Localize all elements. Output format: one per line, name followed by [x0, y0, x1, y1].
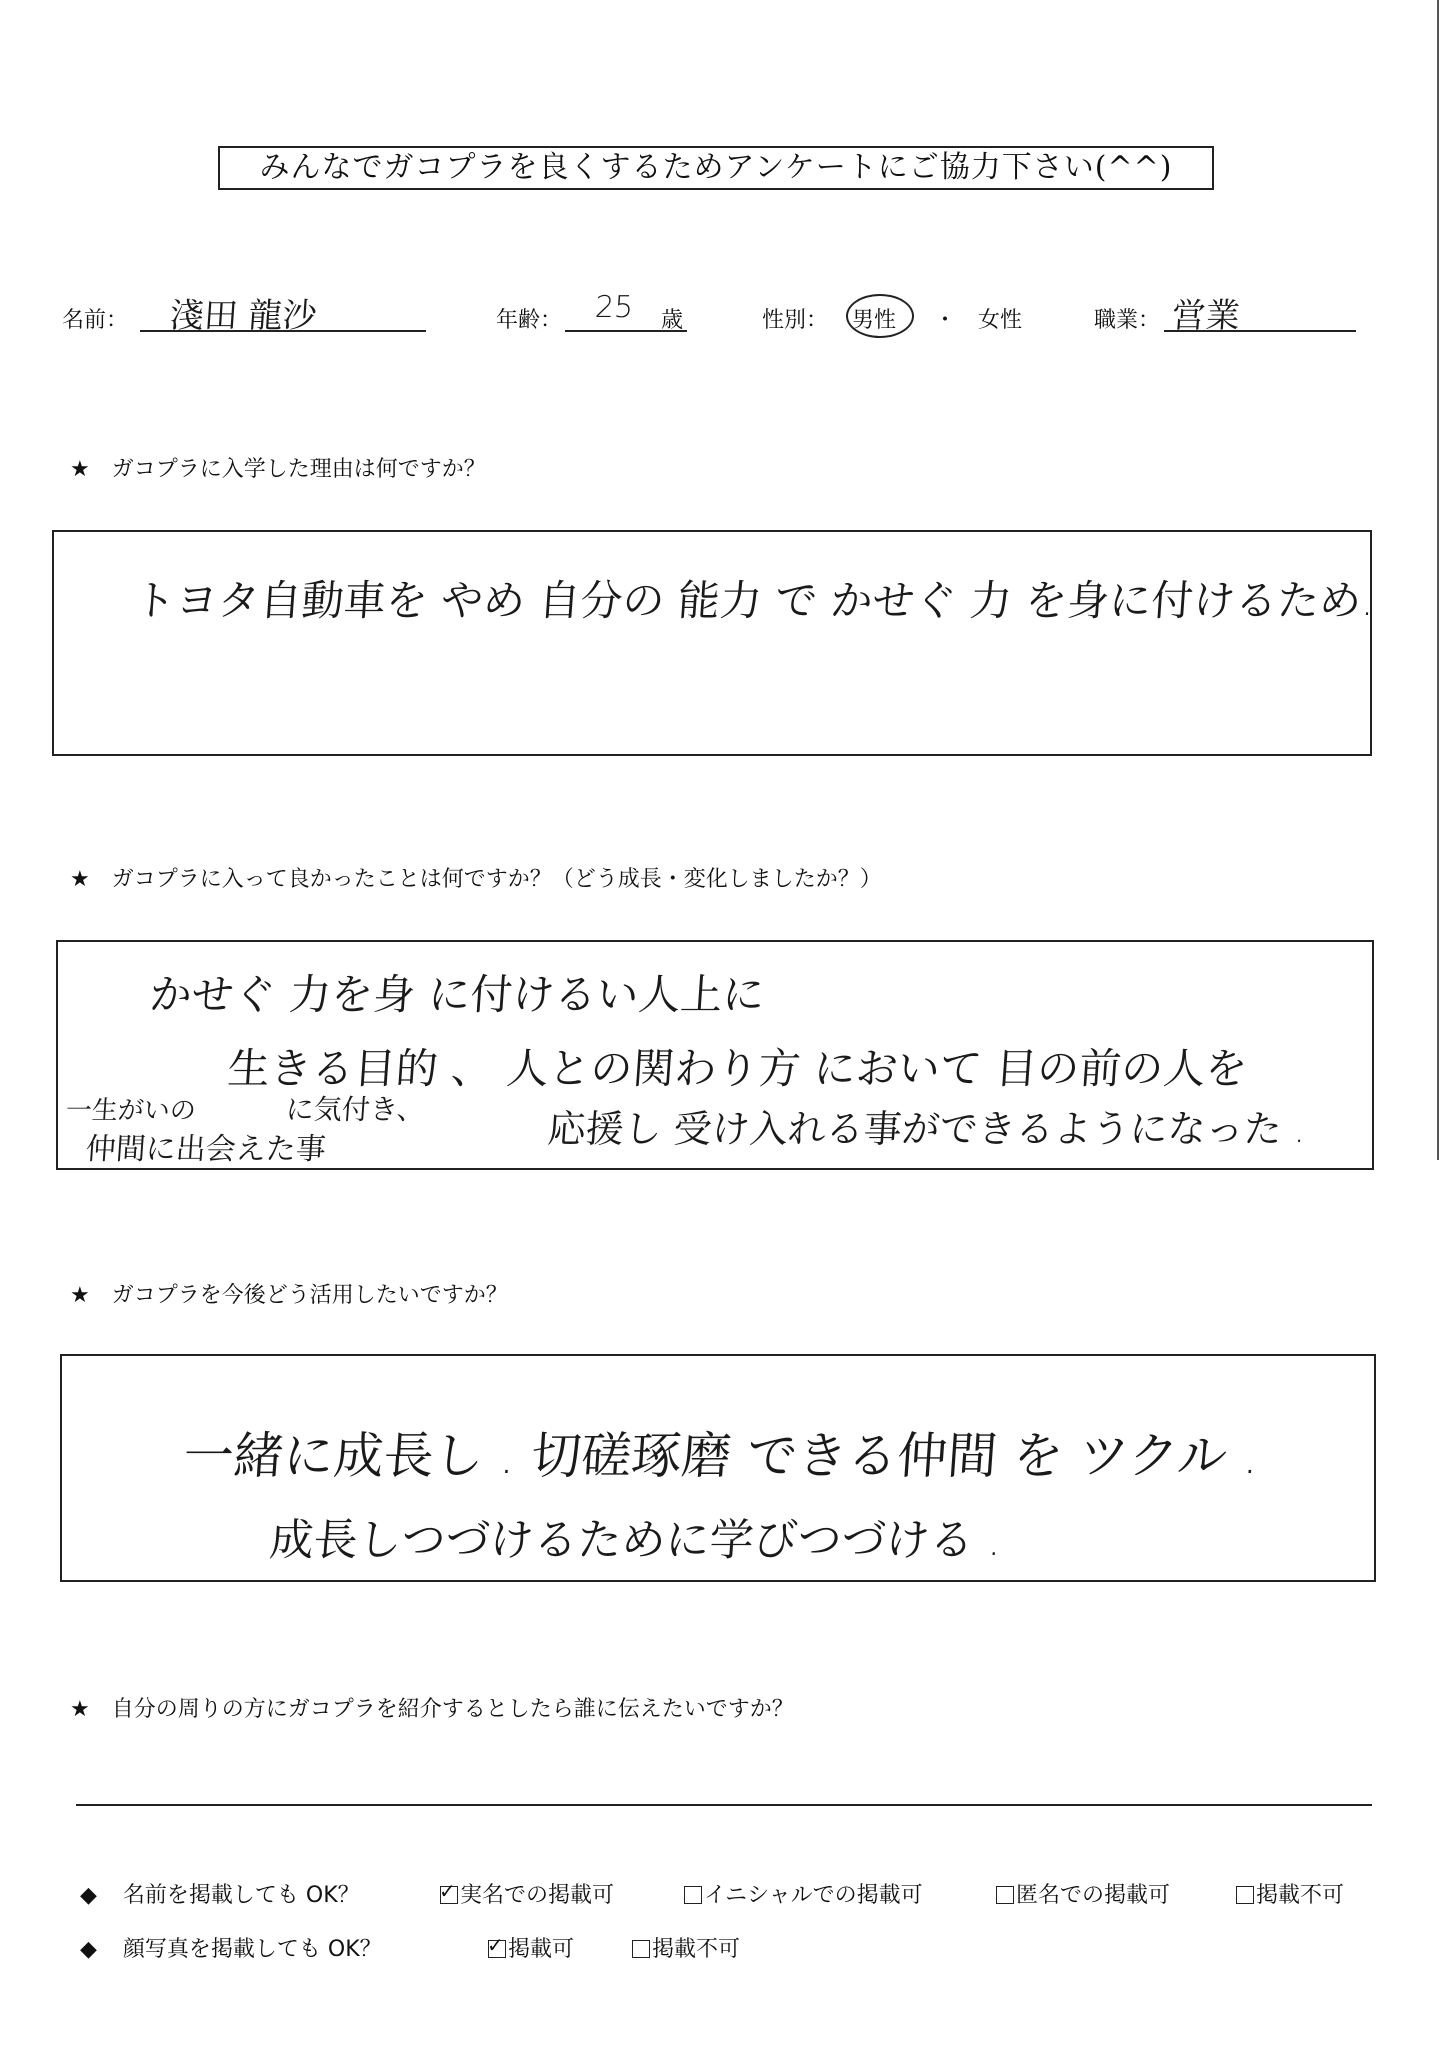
consent-photo-option-2[interactable]: 掲載不可	[632, 1932, 740, 1963]
name-label: 名前：	[62, 308, 129, 333]
consent-name-option-3[interactable]: 匿名での掲載可	[996, 1878, 1170, 1909]
checkbox[interactable]	[684, 1886, 702, 1904]
answer-3-line-1: 一緒に成長し . 切磋琢磨 できる仲間 を ツクル .	[181, 1427, 1261, 1485]
gender-male-option: 男性	[852, 308, 897, 333]
question-3	[70, 1278, 508, 1309]
checkbox[interactable]	[1236, 1886, 1254, 1904]
checkbox[interactable]	[632, 1940, 650, 1958]
answer-1-line-1: トヨタ自動車を やめ 自分の 能力 で かせぐ 力 を身に付けるため.	[132, 576, 1377, 625]
gender-female-option: 女性	[978, 308, 1023, 333]
consent-name-row	[80, 1878, 360, 1909]
star-icon: ★	[70, 1283, 90, 1308]
consent-name-question: 名前を掲載しても OK？	[122, 1883, 360, 1908]
age-unit: 歳	[661, 308, 684, 333]
answer-3-line-2: 成長しつづけるために学びつづける .	[267, 1515, 1004, 1566]
survey-title: みんなでガコプラを良くするためアンケートにご協力下さい(^^)	[218, 146, 1214, 190]
name-field	[140, 296, 426, 336]
checkbox-checked[interactable]	[439, 1879, 458, 1904]
gender-separator: ・	[934, 308, 957, 333]
gender-label: 性別：	[762, 308, 829, 333]
check-mark-icon: ✓	[439, 1879, 456, 1903]
answer-line-4	[76, 1804, 1372, 1806]
job-field	[1164, 296, 1356, 336]
checkbox-checked[interactable]	[487, 1933, 506, 1958]
checkbox[interactable]	[996, 1886, 1014, 1904]
check-mark-icon: ✓	[487, 1933, 504, 1957]
answer-2-line-6: 仲間に出会えた事	[84, 1132, 327, 1167]
star-icon: ★	[70, 867, 90, 892]
consent-photo-question: 顔写真を掲載しても OK？	[122, 1937, 382, 1962]
question-4	[70, 1692, 794, 1723]
answer-box-2	[56, 940, 1374, 1170]
job-value: 営業	[1170, 296, 1242, 336]
age-field	[565, 290, 687, 333]
scan-edge-line	[1437, 0, 1439, 1160]
answer-2-line-4: 応援し 受け入れる事ができるようになった .	[546, 1107, 1308, 1151]
answer-box-1	[52, 530, 1377, 756]
answer-2-line-3: に気付き、	[284, 1093, 426, 1126]
answer-2-line-5: 一生がいの	[64, 1096, 197, 1126]
question-1	[70, 452, 486, 483]
question-2-text: ガコプラに入って良かったことは何ですか？（どう成長・変化しましたか？）	[111, 867, 882, 892]
question-1-text: ガコプラに入学した理由は何ですか？	[111, 457, 486, 482]
consent-photo-row	[80, 1932, 382, 1963]
diamond-icon: ◆	[80, 1883, 97, 1908]
diamond-icon: ◆	[80, 1937, 97, 1962]
consent-photo-option-1[interactable]: ✓ 掲載可	[487, 1933, 575, 1962]
age-label: 年齢：	[496, 308, 563, 333]
consent-name-option-1[interactable]: ✓ 実名での掲載可	[439, 1879, 615, 1908]
question-2	[70, 862, 882, 893]
question-4-text: 自分の周りの方にガコプラを紹介するとしたら誰に伝えたいですか？	[111, 1697, 794, 1722]
star-icon: ★	[70, 1697, 90, 1722]
age-value: 25	[593, 290, 635, 325]
answer-2-line-1: かせぐ 力を身 に付けるい人上に	[148, 970, 767, 1019]
question-3-text: ガコプラを今後どう活用したいですか？	[111, 1283, 508, 1308]
name-value: 淺田 龍沙	[168, 296, 318, 336]
answer-box-3	[60, 1354, 1376, 1582]
consent-name-option-4[interactable]: 掲載不可	[1236, 1878, 1344, 1909]
star-icon: ★	[70, 457, 90, 482]
consent-name-option-2[interactable]: イニシャルでの掲載可	[684, 1878, 923, 1909]
answer-2-line-2: 生きる目的 、 人との関わり方 において 目の前の人を	[226, 1044, 1249, 1093]
job-label: 職業：	[1094, 308, 1161, 333]
